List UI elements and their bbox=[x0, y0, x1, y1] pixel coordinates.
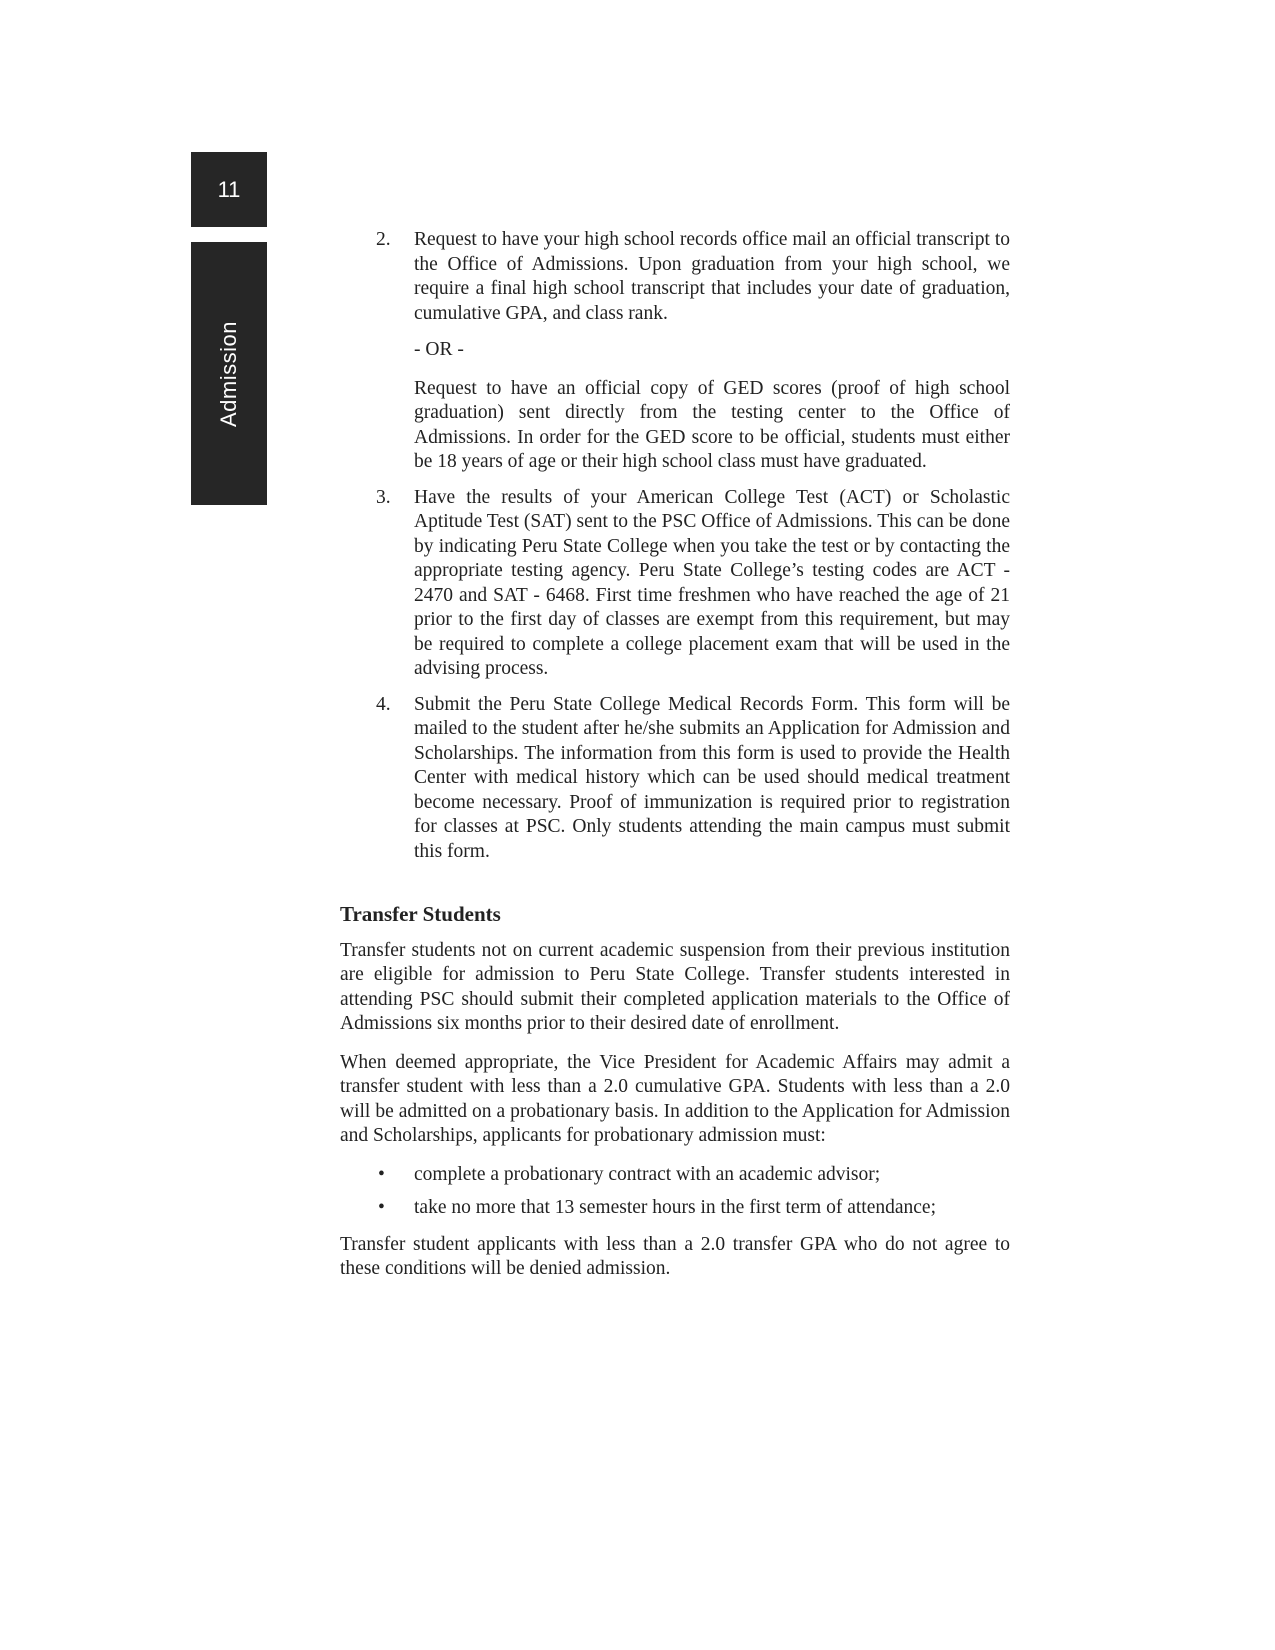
probation-requirements-list bbox=[340, 1163, 1010, 1221]
page-number-tab bbox=[191, 152, 267, 227]
step-paragraph: Submit the Peru State College Medical Records Form. This form will be mailed to the student after he/she submits an Application for Admission and Scholarships. The information from this form is used to provide the Health Center with medical history which can be used should medical treatment become necessary. Proof of immunization is required prior to registration for classes at PSC. Only students attending the main campus must submit this form. bbox=[414, 693, 1010, 862]
list-item-text: complete a probationary contract with an academic advisor; bbox=[414, 1163, 881, 1185]
section-tab bbox=[191, 242, 267, 505]
step-paragraph: Request to have your high school records office mail an official transcript to the Office of Admissions. Upon graduation from your high school, we require a final high school transcript that includes your date of graduation, cumulative GPA, and class rank. bbox=[414, 229, 1010, 324]
page-number: 11 bbox=[217, 176, 241, 202]
step-number: 2. bbox=[376, 229, 391, 250]
bullet-icon: • bbox=[378, 1163, 385, 1185]
transfer-paragraph: Transfer students not on current academic suspension from their previous institution are eligible for admission to Peru State College. Transfer students interested in attending PSC should submit their completed application materials to the Office of Admissions six months prior to their desired date of enrollment. bbox=[340, 939, 1010, 1034]
step-number: 3. bbox=[376, 486, 391, 508]
step-item bbox=[340, 486, 1010, 682]
transfer-paragraph: Transfer student applicants with less than a 2.0 transfer GPA who do not agree to these conditions will be denied admission. bbox=[340, 1233, 1010, 1279]
section-tab-label: Admission bbox=[216, 320, 241, 427]
page-content bbox=[340, 228, 1010, 1296]
transfer-students-heading: Transfer Students bbox=[340, 902, 501, 926]
step-paragraph: Have the results of your American College Test (ACT) or Scholastic Aptitude Test (SAT) sent to the PSC Office of Admissions. This can be done by indicating Peru State College when you take the test or by contacting the appropriate testing agency. Peru State College’s testing codes are ACT - 2470 and SAT - 6468. First time freshmen who have reached the age of 21 prior to the first day of classes are exempt from this requirement, but may be required to complete a college placement exam that will be used in the advising process. bbox=[414, 486, 1010, 679]
step-number: 4. bbox=[376, 693, 391, 715]
bullet-icon: • bbox=[378, 1197, 385, 1218]
step-item bbox=[340, 693, 1010, 865]
or-separator: - OR - bbox=[414, 339, 464, 360]
admission-steps-list bbox=[340, 228, 1010, 864]
list-item-text: take no more that 13 semester hours in the first term of attendance; bbox=[414, 1197, 936, 1218]
step-item bbox=[340, 228, 1010, 475]
transfer-paragraph: When deemed appropriate, the Vice President for Academic Affairs may admit a transfer student with less than a 2.0 cumulative GPA. Students with less than a 2.0 will be admitted on a probationary basis. In addition to the Application for Admission and Scholarships, applicants for probationary admission must: bbox=[340, 1051, 1010, 1146]
step-paragraph: Request to have an official copy of GED scores (proof of high school graduation) sent directly from the testing center to the Office of Admissions. In order for the GED score to be official, students must either be 18 years of age or their high school class must have graduated. bbox=[414, 377, 1010, 472]
list-item bbox=[340, 1196, 1010, 1221]
list-item bbox=[340, 1163, 1010, 1188]
